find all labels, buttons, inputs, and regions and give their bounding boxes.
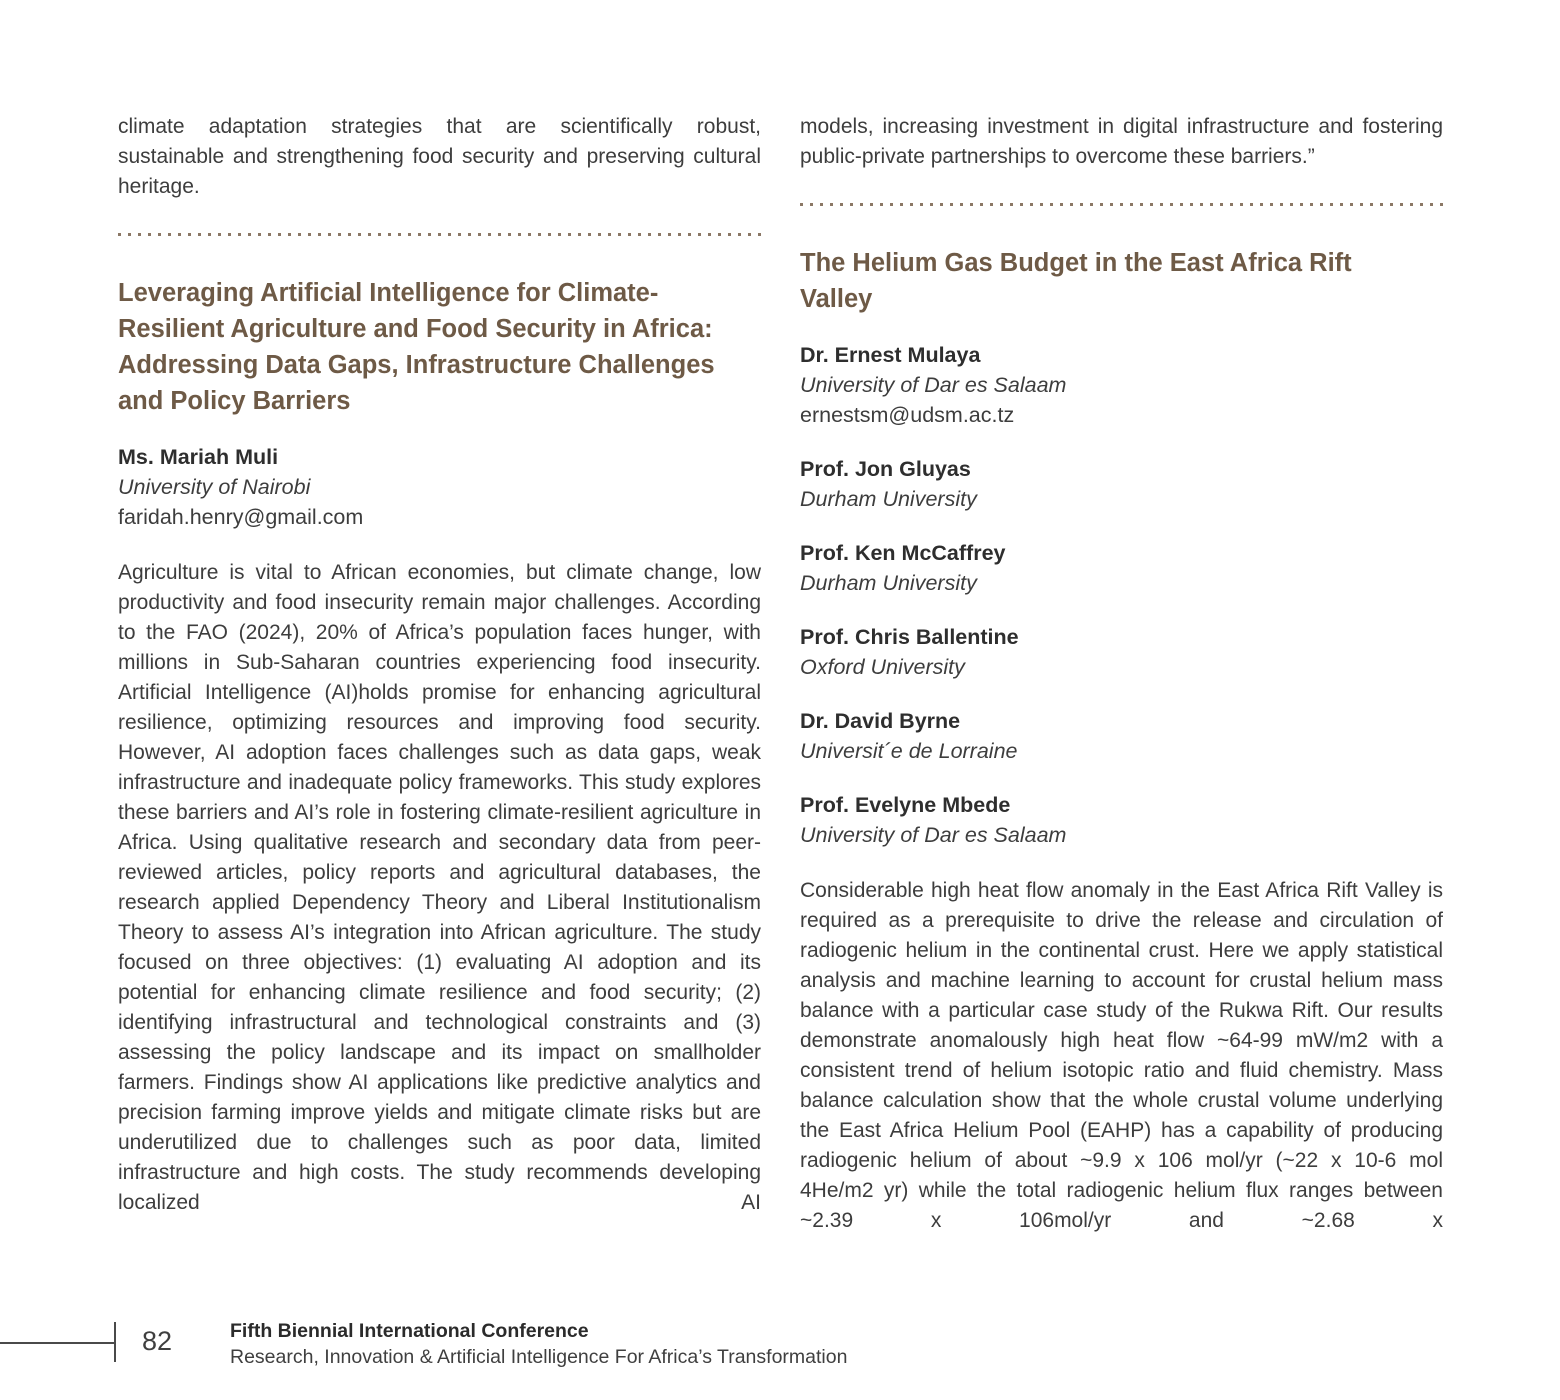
footer-horizontal-rule (0, 1342, 115, 1344)
author-block (800, 340, 1443, 430)
page-columns (118, 112, 1443, 1236)
author-name: Prof. Ken McCaffrey (800, 541, 1006, 565)
author-name: Dr. Ernest Mulaya (800, 343, 981, 367)
author-affiliation: Durham University (800, 487, 977, 511)
footer-vertical-rule (114, 1322, 116, 1362)
author-name: Prof. Evelyne Mbede (800, 793, 1011, 817)
author-name: Prof. Jon Gluyas (800, 457, 971, 481)
left-article-title: Leveraging Artificial Intelligence for Climate-Resilient Agriculture and Food Security in Africa: Addressing Data Gaps, Infrastructure Challenges and Policy Barriers (118, 279, 715, 415)
left-intro-paragraph: climate adaptation strategies that are scientifically robust, sustainable and strengthening food security and preserving cultural heritage. (118, 115, 761, 198)
left-abstract-paragraph: Agriculture is vital to African economies, but climate change, low productivity and food insecurity remain major challenges. According to the FAO (2024), 20% of Africa’s population faces hunger, with millions in Sub-Saharan countries experiencing food insecurity. Artificial Intelligence (AI)holds promise for enhancing agricultural resilience, optimizing resources and improving food security. However, AI adoption faces challenges such as data gaps, weak infrastructure and inadequate policy frameworks. This study explores these barriers and AI’s role in fostering climate-resilient agriculture in Africa. Using qualitative research and secondary data from peer-reviewed articles, policy reports and agricultural databases, the research applied Dependency Theory and Liberal Institutionalism Theory to assess AI’s integration into African agriculture. The study focused on three objectives: (1) evaluating AI adoption and its potential for enhancing climate resilience and food security; (2) identifying infrastructural and technological constraints and (3) assessing the policy landscape and its impact on smallholder farmers. Findings show AI applications like predictive analytics and precision farming improve yields and mitigate climate risks but are underutilized due to challenges such as poor data, limited infrastructure and high costs. The study recommends developing localized AI (118, 561, 761, 1214)
author-affiliation: Durham University (800, 571, 977, 595)
author-name: Dr. David Byrne (800, 709, 961, 733)
right-abstract-paragraph: Considerable high heat flow anomaly in the East Africa Rift Valley is required as a prerequisite to drive the release and circulation of radiogenic helium in the continental crust. Here we apply statistical analysis and machine learning to account for crustal helium mass balance with a particular case study of the Rukwa Rift. Our results demonstrate anomalously high heat flow ~64-99 mW/m2 with a consistent trend of helium isotopic ratio and fluid chemistry. Mass balance calculation show that the whole crustal volume underlying the East Africa Helium Pool (EAHP) has a capability of producing radiogenic helium of about ~9.9 x 106 mol/yr (~22 x 10-6 mol 4He/m2 yr) while the total radiogenic helium flux ranges between ~2.39 x 106mol/yr and ~2.68 x (800, 879, 1443, 1232)
author-affiliation: University of Nairobi (118, 475, 311, 499)
page-footer (0, 1316, 1560, 1376)
author-block (800, 790, 1443, 850)
author-affiliation: University of Dar es Salaam (800, 823, 1067, 847)
dotted-divider (118, 233, 761, 236)
footer-text-block (230, 1318, 847, 1370)
left-column (118, 112, 761, 1236)
right-column (800, 112, 1443, 1236)
author-block (800, 538, 1443, 598)
page-number: 82 (142, 1326, 173, 1356)
author-email: faridah.henry@gmail.com (118, 505, 364, 529)
author-block (800, 706, 1443, 766)
author-name: Ms. Mariah Muli (118, 445, 279, 469)
dotted-divider (800, 203, 1443, 206)
right-intro-paragraph: models, increasing investment in digital infrastructure and fostering public-private partnerships to overcome these barriers.” (800, 115, 1443, 168)
author-affiliation: Oxford University (800, 655, 965, 679)
author-block (800, 622, 1443, 682)
right-article-title: The Helium Gas Budget in the East Africa Rift Valley (800, 249, 1352, 313)
author-name: Prof. Chris Ballentine (800, 625, 1019, 649)
author-affiliation: University of Dar es Salaam (800, 373, 1067, 397)
author-email: ernestsm@udsm.ac.tz (800, 403, 1015, 427)
author-block (118, 442, 761, 532)
author-block (800, 454, 1443, 514)
author-affiliation: Universit´e de Lorraine (800, 739, 1018, 763)
conference-subtitle: Research, Innovation & Artificial Intelligence For Africa’s Transformation (230, 1346, 848, 1368)
conference-title: Fifth Biennial International Conference (230, 1320, 589, 1342)
